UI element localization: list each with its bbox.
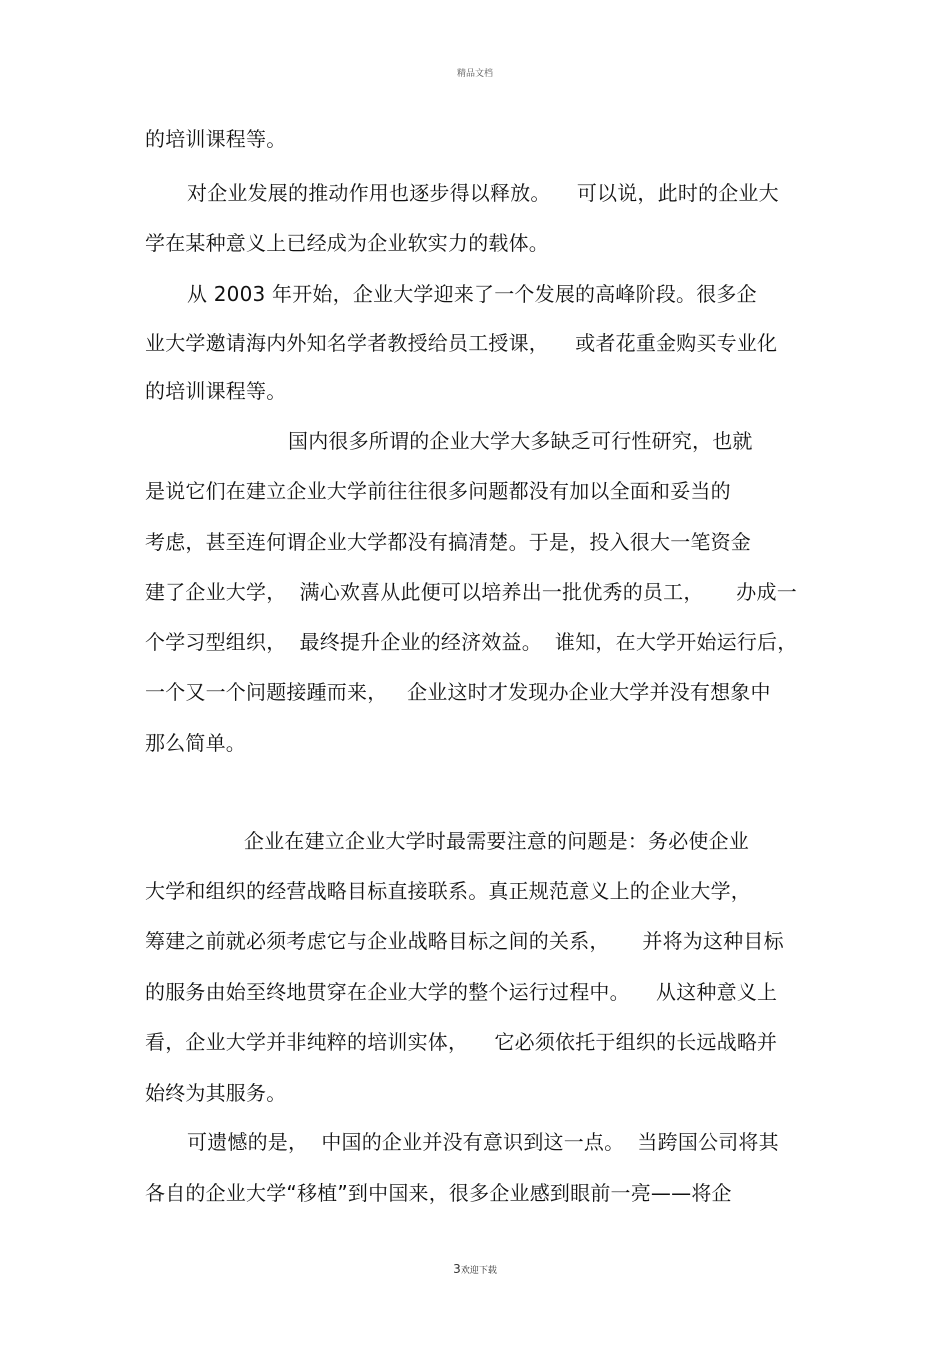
text-line: 业大学邀请海内外知名学者教授给员工授课， 或者花重金购买专业化 <box>145 331 778 355</box>
text-line: 学在某种意义上已经成为企业软实力的载体。 <box>145 231 549 255</box>
text-line: 始终为其服务。 <box>145 1081 287 1105</box>
text-line: 的培训课程等。 <box>145 379 287 403</box>
text-line: 企业在建立企业大学时最需要注意的问题是：务必使企业 <box>244 829 749 853</box>
text-line: 看，企业大学并非纯粹的培训实体， 它必须依托于组织的长远战略并 <box>145 1030 778 1054</box>
text-line: 大学和组织的经营战略目标直接联系。真正规范意义上的企业大学， <box>145 879 751 903</box>
text-line: 那么简单。 <box>145 731 246 755</box>
text-line: 各自的企业大学“移植”到中国来，很多企业感到眼前一亮——将企 <box>145 1181 732 1205</box>
text-line: 是说它们在建立企业大学前往往很多问题都没有加以全面和妥当的 <box>145 479 731 503</box>
text-line: 可遗憾的是， 中国的企业并没有意识到这一点。 当跨国公司将其 <box>187 1130 779 1154</box>
text-line: 考虑，甚至连何谓企业大学都没有搞清楚。于是，投入很大一笔资金 <box>145 530 751 554</box>
text-line: 的培训课程等。 <box>145 127 287 151</box>
page-number: 3 <box>453 1262 461 1276</box>
text-line: 建了企业大学， 满心欢喜从此便可以培养出一批优秀的员工， 办成一 <box>145 580 797 604</box>
text-line: 对企业发展的推动作用也逐步得以释放。 可以说，此时的企业大 <box>187 181 779 205</box>
footer-text: 欢迎下载 <box>460 1266 497 1276</box>
page-footer <box>0 1262 950 1276</box>
text-line: 的服务由始至终地贯穿在企业大学的整个运行过程中。 从这种意义上 <box>145 980 778 1004</box>
text-line: 一个又一个问题接踵而来， 企业这时才发现办企业大学并没有想象中 <box>145 680 771 704</box>
text-line: 国内很多所谓的企业大学大多缺乏可行性研究，也就 <box>288 429 753 453</box>
text-line: 从 2003 年开始，企业大学迎来了一个发展的高峰阶段。很多企 <box>187 282 757 306</box>
text-line: 筹建之前就必须考虑它与企业战略目标之间的关系， 并将为这种目标 <box>145 929 784 953</box>
text-line: 个学习型组织， 最终提升企业的经济效益。 谁知，在大学开始运行后， <box>145 630 798 654</box>
page-header: 精品文档 <box>456 69 493 79</box>
